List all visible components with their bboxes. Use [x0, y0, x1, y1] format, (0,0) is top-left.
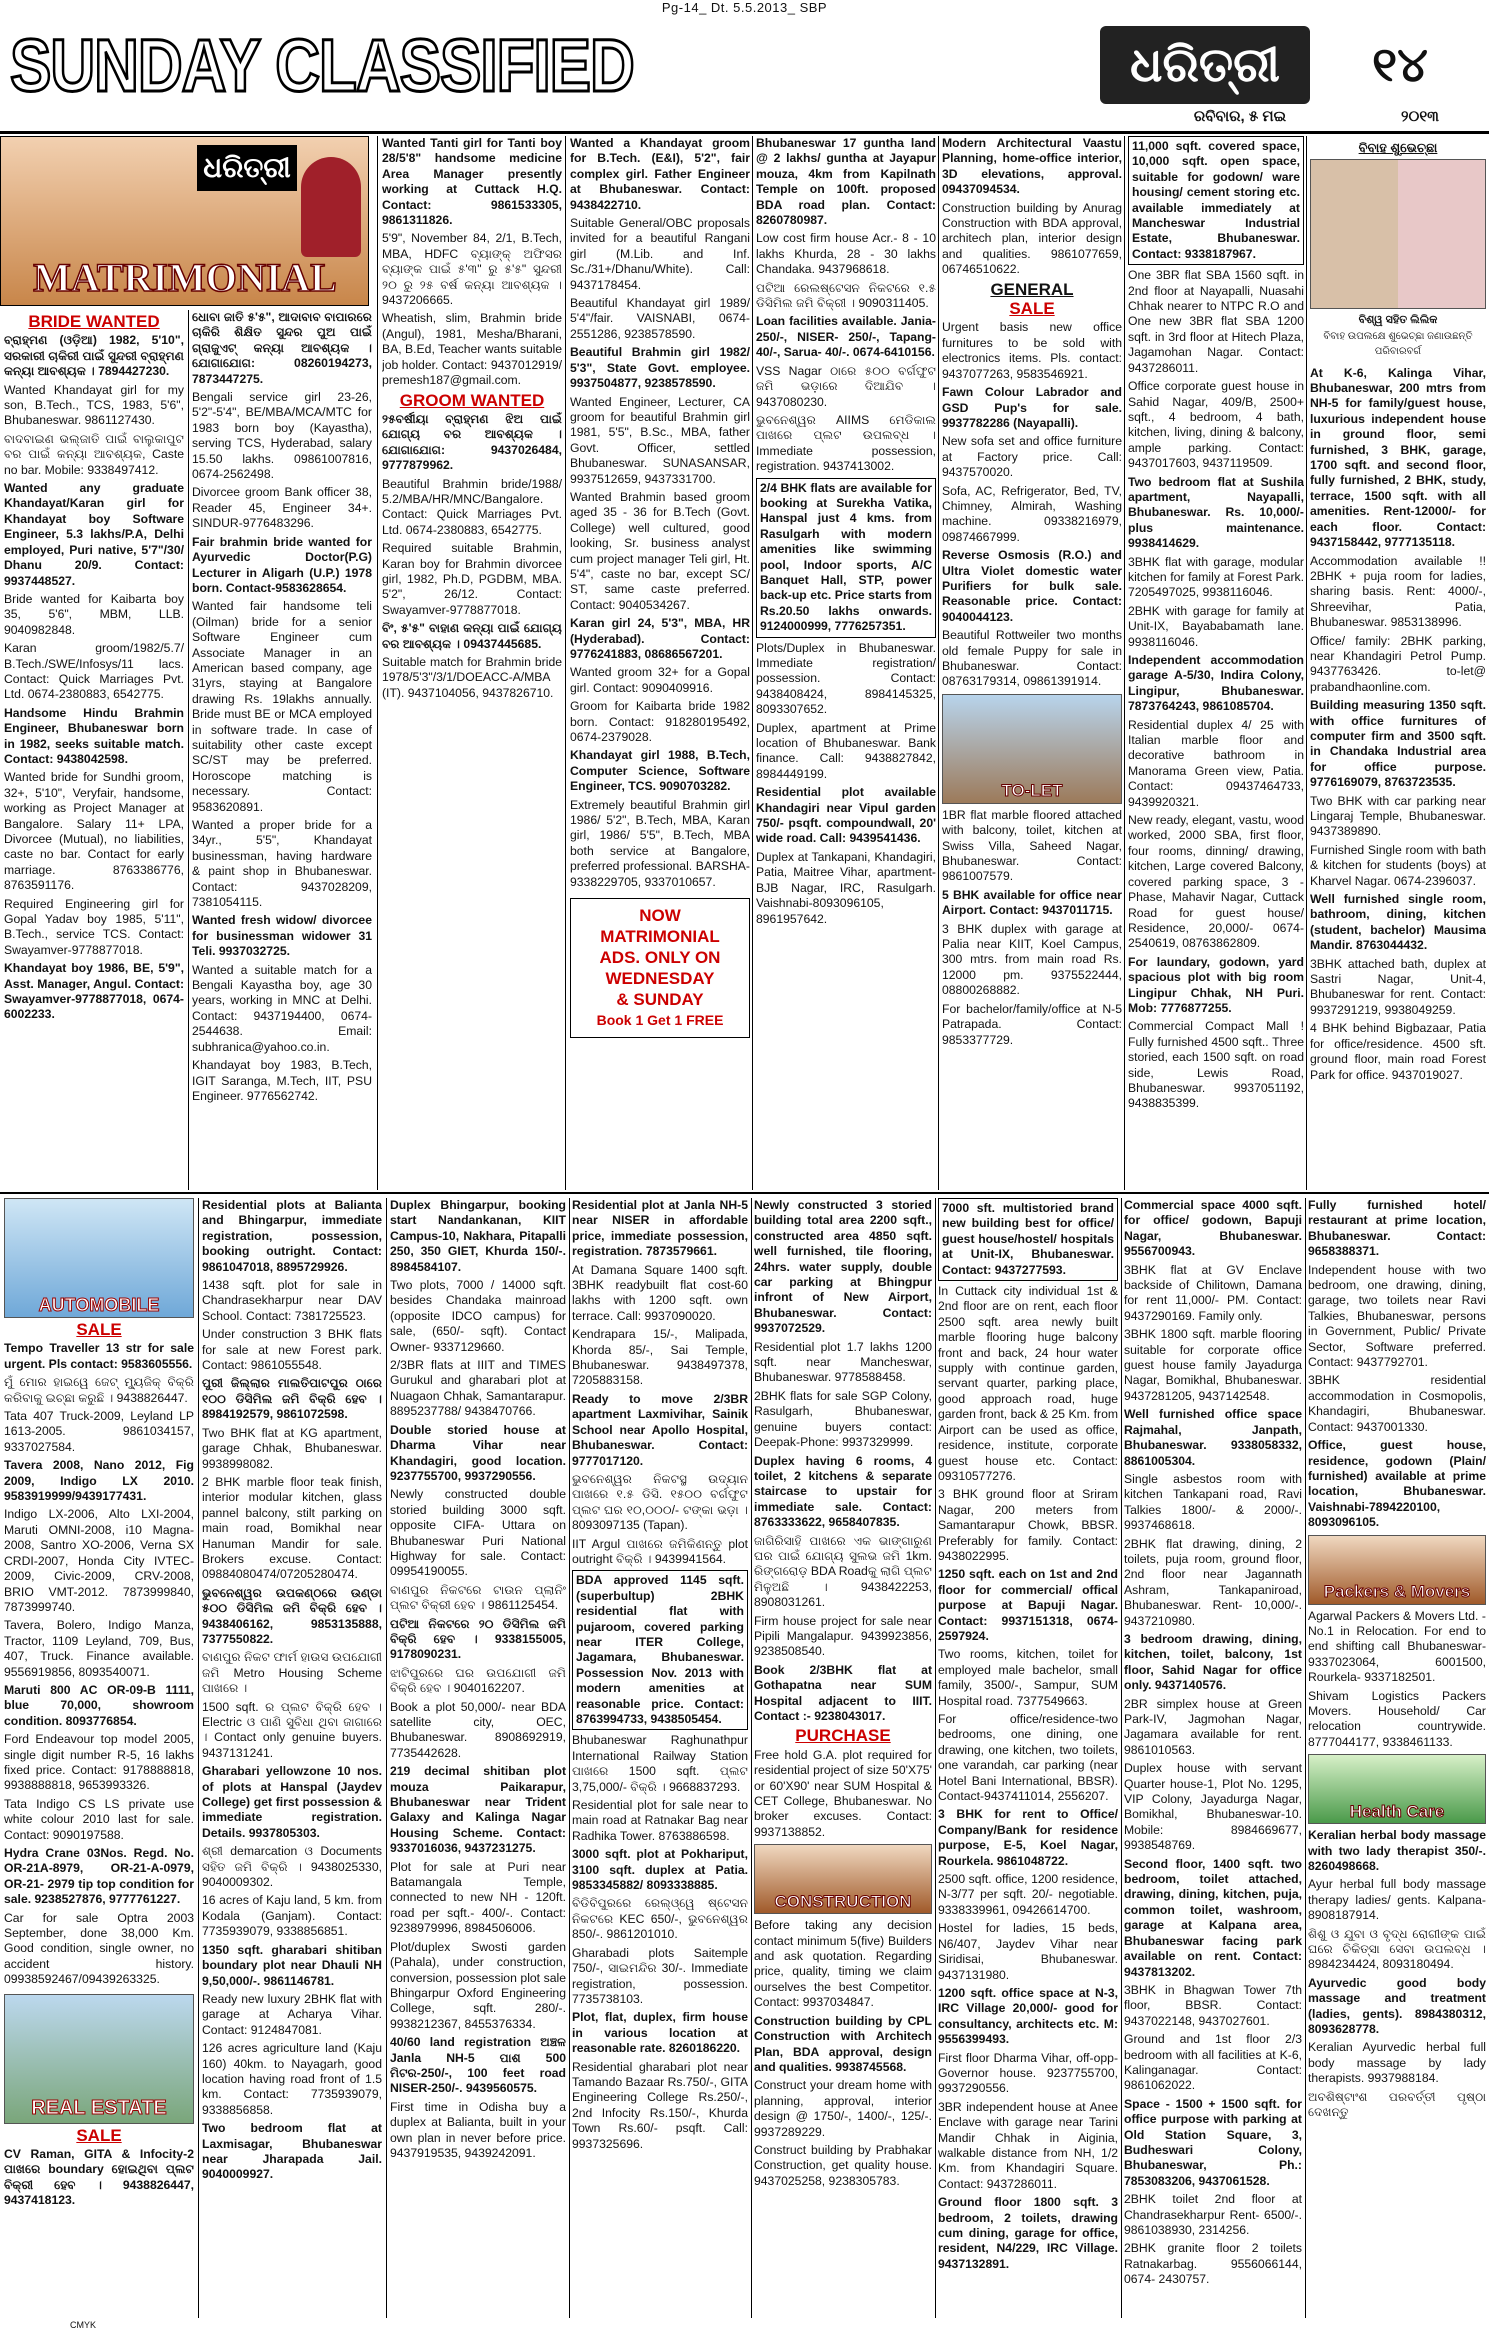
classified-ad: Office, guest house, residence, godown (Plain/ furnished) available at prime location, Bhubaneswar. Vaishnabi-7894220100, 8093096105.	[1308, 1438, 1486, 1530]
classified-ad: 2BR simplex house at Green Park-IV, Jagmohan Nagar, Jagamara available for rent. 9861010563.	[1124, 1696, 1302, 1757]
packers-image	[1308, 1535, 1486, 1605]
classified-ad: Commercial space 4000 sqft. for office/ godown, Bapuji Nagar, Bhubaneswar. 9556700943.	[1124, 1198, 1302, 1259]
classified-ad: Agarwal Packers & Movers Ltd. - No.1 in Relocation. For end to end shifting call Bhubaneswar- 9337023064, 6001500, Rourkela- 9337182501.	[1308, 1608, 1486, 1685]
classified-ad: Beautiful Brahmin girl 1982/ 5'3", State Govt. employee. 9937504877, 9238578590.	[570, 345, 750, 391]
classified-ad: At Damana Square 1400 sqft. 3BHK readybuilt flat cost-60 lakhs with 1200 sqft. own terrace. Call: 9937090020.	[572, 1262, 748, 1323]
classified-ad: 3BHK flat with garage, modular kitchen for family at Forest Park. 7205497025, 9938116046.	[1128, 554, 1304, 600]
column-rule	[1305, 1198, 1306, 2318]
promo-line: ADS. ONLY ON	[599, 948, 721, 968]
classified-ad: ବିଡିବିପୁରରେ ରେଲ୍‌ଓ୍ୱେ ଷ୍ଟେସନ ନିକଟରେ KEC 650/-, ଭୁବନେଶ୍ୱର 850/-. 9861201010.	[572, 1896, 748, 1942]
real-estate-heading: REAL ESTATE	[31, 2097, 167, 2120]
ad-list	[756, 136, 936, 927]
classified-ad: Wanted any graduate Khandayat/Karan girl for Khandayat boy Software Engineer, 5.3 lakhs/P.A, Delhi employed, Puri native, 5'7"/30/ Dhanu 20/9. Contact: 9937448527.	[4, 481, 184, 588]
classified-ad: ମୁଁ ମୋର ହାଇୱେ ଜେଟ୍ ମ୍ୟୁଜିକ୍ ବିକ୍ରି କରିବାକୁ ଇଚ୍ଛା କରୁଛି । 9438826447.	[4, 1375, 194, 1405]
classified-ad: Duplex having 6 rooms, 4 toilet, 2 kitchens & separate staircase to upstair for immediate sale. Contact: 8763333622, 9658407835.	[754, 1453, 932, 1530]
classified-ad: 2 BHK marble floor teak finish, interior modular kitchen, glass pannel balcony, stilt parking on main road, Bomikhal near Hanuman Mandir for sale. Brokers excuse. Contact: 09884080474/07205280474.	[202, 1474, 382, 1582]
wedding-greeting-heading: ବିବାହ ଶୁଭେଚ୍ଛା	[1358, 140, 1438, 155]
classified-ad: 219 decimal shitiban plot mouza Paikarapur, Bhubaneswar near Trident Galaxy and Kalinga Nagar Housing Scheme. Contact: 9337016036, 9437231275.	[390, 1764, 566, 1856]
classified-ad: One 3BR flat SBA 1560 sqft. in 2nd floor at Nayapalli, Nuasahi Chhak nearer to NTPC R.O and One new 3BR flat SBA 1200 sqft. in 3rd floor at Hitech Plaza, Jagamohan Nagar. Contact: 9437286011.	[1128, 268, 1304, 375]
classified-ad: Fawn Colour Labrador and GSD Pup's for sale. 9937782286 (Nayapalli).	[942, 385, 1122, 430]
real-estate-image	[4, 1994, 194, 2124]
classified-ad: Independent house with two bedroom, one drawing, dining, garage, two toilets near Ravi Talkies, Bhubaneswar, persons in Government, Public/ Private Sector, Software preferred. Contact: 9437792701.	[1308, 1262, 1486, 1370]
classified-ad: 2BHK flat drawing, dining, 2 toilets, puja room, ground floor, 2nd floor near Jagannath Ashram, Tankapaniroad, Bhubaneswar. Rent- 10,000/-. 9437210980.	[1124, 1536, 1302, 1628]
classified-ad: Gharabari yellowzone 10 nos. of plots at Hanspal (Jaydev College) get first possession & immediate registration. Details. 9937805303.	[202, 1764, 382, 1840]
classified-ad: ଭୁବନେଶ୍ୱର ନିକଟସ୍ଥ ଉଦ୍ୟାନ ପାଖରେ ୧.୫ ଡିସି. ୧୫୦୦ ବର୍ଗଫୁଟ ପ୍ଲଟ ଘର ୧୦,୦୦୦/- ଟଙ୍କା ଭଡ଼ା । 8093097135 (Tapan).	[572, 1471, 748, 1533]
classified-ad: 3BHK attached bath, duplex at Sastri Nagar, Unit-4, Bhubaneswar for rent. Contact: 9937291219, 9938049259.	[1310, 956, 1486, 1017]
classified-ad: ବାଦବାଇଣ ଭଲ୍‌ଜାତି ପାଇଁ ବାଲୁକାପୁଟ ବର ପାଇଁ କନ୍ୟା ଆବଶ୍ୟକ, Caste no bar. Mobile: 9338497412.	[4, 431, 184, 477]
classified-ad: Ready to move 2/3BR apartment Laxmivihar, Sainik School near Apollo Hospital, Bhubaneswar. Contact: 9777017120.	[572, 1391, 748, 1468]
to-let-image	[942, 694, 1122, 804]
ad-list	[4, 333, 184, 1022]
wedding-photo	[1310, 159, 1486, 309]
classified-ad: Wanted Khandayat girl for my son, B.Tech., TCS, 1983, 5'6", Bhubaneswar. 9861127430.	[4, 382, 184, 428]
classified-ad: 5'9", November 84, 2/1, B.Tech, MBA, HDFC ବ୍ୟାଙ୍କ୍ ଅଫିସର ବ୍ୟାଙ୍କ ପାଇଁ ୫'୩" ରୁ ୫'୫" ସୁନ୍ଦରୀ ୨୦ ରୁ ୨୫ ବର୍ଷ କନ୍ୟା ଆବଶ୍ୟକ । 9437206665.	[382, 231, 562, 308]
column-to-let-2	[1310, 136, 1486, 1190]
classified-ad: 16 acres of Kaju land, 5 km. from Kodala (Ganjam). Contact: 7735939079, 9338856851.	[202, 1893, 382, 1939]
column-purchase-construction	[754, 1198, 932, 2318]
classified-ad: Residential plots at Balianta and Bhingarpur, immediate registration, possession, booking outright. Contact: 9861047018, 8895729926.	[202, 1198, 382, 1274]
promo-line: Book 1 Get 1 FREE	[596, 1012, 724, 1029]
classified-ad: Construction building by CPL Construction with Architech Plan, BDA approval, design and qualities. 9938745568.	[754, 2013, 932, 2074]
automobile-heading: AUTOMOBILE	[38, 1294, 160, 1315]
classified-ad: Residential plot at Janla NH-5 near NISER in affordable price, immediate possession, registration. 7873579661.	[572, 1198, 748, 1259]
classified-ad: For bachelor/family/office at N-5 Patrapada. Contact: 9853377729.	[942, 1001, 1122, 1047]
ad-list	[1128, 136, 1304, 1112]
matrimonial-logo: ଧରିତ୍ରୀ	[197, 145, 297, 191]
classified-ad: Building measuring 1350 sqft. with office furnitures of computer firm and 3500 sqft. in Chandaka Industrial area for office purpose. 9776169079, 8763723535.	[1310, 698, 1486, 790]
automobile-image	[4, 1198, 194, 1318]
classified-ad: Under construction 3 BHK flats for sale at new Forest park. Contact: 9861055548.	[202, 1327, 382, 1373]
classified-ad: Wanted groom 32+ for a Gopal girl. Contact: 9090409916.	[570, 665, 750, 695]
column-bride-wanted	[4, 310, 184, 1190]
ad-list	[4, 2147, 194, 2209]
matrimonial-promo	[570, 898, 750, 1038]
classified-ad: Construction building by Anurag Construction with BDA approval, architech plan, interior design and qualities. 9861077659, 06746510622.	[942, 200, 1122, 277]
classified-ad: Modern Architectural Vaastu Planning, home-office interior, 3D elevations, approval. 09437094534.	[942, 136, 1122, 197]
classified-ad: ପଟିଆ ରେଲଷ୍ଟେସନ ନିକଟରେ ୧.୫ ଡିସିମିଲ ଜମି ବିକ୍ରୀ । 9090311405.	[756, 280, 936, 311]
classified-ad: 2BHK granite floor 2 toilets Ratnakarbag. 9556066144, 0674- 2430757.	[1124, 2241, 1302, 2287]
classified-ad: Duplex, apartment at Prime location of Bhubaneswar. Bank finance. Call: 9438827842, 8984449199.	[756, 720, 936, 781]
promo-line: WEDNESDAY	[605, 969, 715, 989]
classified-ad: For laundary, godown, yard spacious plot with big room Lingipur Chhak, NH Puri. Mob: 7776877255.	[1128, 954, 1304, 1015]
classified-ad: Tavera 2008, Nano 2012, Fig 2009, Indigo LX 2010. 9583919999/9439177431.	[4, 1458, 194, 1504]
classified-ad: ଭୁବନେଶ୍ୱର ଉପକଣ୍ଠରେ ଉଣ୍ଡା ୫୦୦ ଡିସିମିଲ ଜମି ବିକ୍ରି ହେବ । 9438406162, 9853135888, 7377550822.	[202, 1585, 382, 1646]
classified-ad: Reverse Osmosis (R.O.) and Ultra Violet domestic water Purifiers for bulk sale. Reasonable price. Contact: 9040044123.	[942, 548, 1122, 624]
classified-ad: Wanted bride for Sundhi groom, 32+, 5'10", Veryfair, handsome, working as Project Manager at Bangalore. Salary 11+ LPA, Divorcee (Mutual), no liabilities, caste no bar. Contact for early marriage. 8763386776, 8763591176.	[4, 770, 184, 893]
classified-ad: Wanted Engineer, Lecturer, CA groom for beautiful Brahmin girl 1981, 5'5", B.Sc., MBA, father Govt. Officer, settled Bhubaneswar. SUNASANSAR, 9937512659, 9437331700.	[570, 394, 750, 486]
column-rule	[188, 310, 189, 1190]
classified-ad: Hydra Crane 03Nos. Regd. No. OR-21A-8979, OR-21-A-0979, OR-21- 2979 tip top condition for sale. 9238527876, 9777761227.	[4, 1846, 194, 1907]
column-rule	[377, 136, 378, 1190]
page-slug: Pg-14_ Dt. 5.5.2013_ SBP	[661, 0, 828, 15]
classified-ad: 3BR independent house at Anee Enclave with garage near Tarini Mandir Chhak in Aiginia, walkable distance from NH, 1/2 Km. from Khandagiri Square. Contact: 9437286011.	[938, 2099, 1118, 2191]
classified-ad: Residential duplex 4/ 25 with Italian marble floor and decorative bathroom in Manorama Green view, Patia. Contact: 09437464733, 9439920321.	[1128, 717, 1304, 809]
construction-heading: CONSTRUCTION	[774, 1891, 912, 1911]
classified-ad: Wheatish, slim, Brahmin bride (Angul), 1981, Mesha/Bharani, BA, B.Ed, Teacher wants suitable job holder. Contact: 9437012919/ premesh187@gmail.com.	[382, 311, 562, 388]
classified-ad: Gharabadi plots Saitemple 750/-, ସାଇମନ୍ଦିର 30/-. Immediate registration, possession. 7735738103.	[572, 1945, 748, 2006]
classified-ad: Wanted fresh widow/ divorcee for businessman widower 31 Teli. 9937032725.	[192, 913, 372, 959]
classified-ad: 4 BHK behind Bigbazaar, Patia for office/residence. 4500 sft. ground floor, main road Forest Park for office. 9437019027.	[1310, 1021, 1486, 1082]
ad-list	[942, 136, 1122, 1048]
classified-ad: Karan groom/1982/5.7/ B.Tech./SWE/Infosys/11 lacs. Contact: Quick Marriages Pvt. Ltd. 0674-2380883, 6542775.	[4, 641, 184, 702]
classified-ad: Ready new luxury 2BHK flat with garage at Acharya Vihar. Contact: 9124847081.	[202, 1991, 382, 2037]
classified-ad: 2BHK flats for sale SGP Colony, Rasulgarh, Bhubaneswar, genuine buyers contact: Deepak-Phone: 9937329999.	[754, 1388, 932, 1450]
classified-ad: Wanted a Khandayat groom for B.Tech. (E&I), 5'2", fair complex girl. Father Engineer at Bhubaneswar. Contact: 9438422710.	[570, 136, 750, 212]
classified-ad: Space - 1500 + 1500 sqft. for office purpose with parking at Old Station Square, 3, Budheswari Colony, Bhubaneswar, Ph.: 7853083206, 9437061528.	[1124, 2096, 1302, 2188]
classified-ad: Fully furnished hotel/ restaurant at prime location, Bhubaneswar. Contact: 9658388371.	[1308, 1198, 1486, 1259]
classified-ad: Two bedroom flat at Laxmisagar, Bhubaneswar near Jharapada Jail. 9040009927.	[202, 2121, 382, 2182]
classified-ad: Newly constructed double storied building 3000 sqft. opposite CIFA- Uttara on Bhubaneswar Puri National Highway for sale. Contact: 09954190055.	[390, 1487, 566, 1579]
classified-ad: ଅବଶିଷ୍ଟାଂଶ ପରବର୍ତ୍ତୀ ପୃଷ୍ଠା ଦେଖନ୍ତୁ	[1308, 2089, 1486, 2120]
classified-ad: Khandayat boy 1986, BE, 5'9", Asst. Manager, Angul. Contact: Swayamver-9778877018, 0674-6002233.	[4, 961, 184, 1022]
groom-wanted-heading: GROOM WANTED	[399, 390, 545, 410]
classified-ad: ଝାଟିପୁରରେ ଘର ଉପଯୋଗୀ ଜମି ବିକ୍ରି ହେବ । 9040162207.	[390, 1665, 566, 1696]
column-general-sale	[942, 136, 1122, 1190]
wedding-note: ବିବାହ ଉପଲକ୍ଷେ ଶୁଭେଚ୍ଛା ଜଣାଉଛନ୍ତି ପରିବାରବର୍ଗ	[1323, 330, 1473, 358]
classified-ad: Khandayat girl 1988, B.Tech, Computer Science, Software Engineer, TCS. 9090703282.	[570, 748, 750, 794]
classified-ad: ଶ୍ରୀ demarcation ଓ Documents ସହିତ ଜମି ବିକ୍ରି । 9438025330, 9040009302.	[202, 1844, 382, 1890]
classified-ad: Tempo Traveller 13 str for sale urgent. Pls contact: 9583605556.	[4, 1341, 194, 1371]
classified-ad: ଜାଗିରିସାହି ପାଖରେ ଏକ ଭାଙ୍ଗାରୁଣ ଘର ପାଇଁ ଯୋଗ୍ୟ ସୁଲଭ ଜମି 1km. ରିଙ୍ଗରୋଡ଼ BDA Roadକୁ ଲାଗି ପ୍ଲଟ ମିଳୁଅଛି । 9438422253, 8908031261.	[754, 1533, 932, 1610]
classified-ad: Suitable match for Brahmin bride 1978/5'3"/3/1/DOEACC-A/MBA (IT). 9437104056, 9437826710.	[382, 655, 562, 700]
general-heading: GENERAL	[990, 279, 1074, 299]
classified-ad: Residential gharabari plot near Tamando Bazaar Rs.750/-, GITA Engineering College Rs.250/-, 2nd Infocity Rs.150/-, Khurda Town Rs.60/- psqft. Call: 9937325696.	[572, 2059, 748, 2151]
classified-ad: Residential plot for sale near to main road at Ratnakar Bag near Radhika Tower. 8763886598.	[572, 1798, 748, 1843]
classified-ad: 11,000 sqft. covered space, 10,000 sqft. open space, suitable for godown/ ware housing/ cement storing etc. available immediately at Mancheswar Industrial Estate, Bhubaneswar. Contact: 9338187967.	[1128, 136, 1304, 265]
column-rule	[1306, 136, 1307, 1190]
classified-ad: 2500 sqft. office, 1200 residence, N-3/77 per sqft. 20/- negotiable. 9338339961, 09426614700.	[938, 1872, 1118, 1917]
classified-ad: Office corporate guest house in Sahid Nagar, 409/B, 2500+ sqft., 4 bedroom, 4 bath, kitchen, living, dining & balcony, ample parking. Contact: 9437017603, 9437119509.	[1128, 379, 1304, 471]
classified-ad: ୨୫ବର୍ଷୀୟା ବ୍ରାହ୍ମଣ ଝିଅ ପାଇଁ ଯୋଗ୍ୟ ବର ଆବଶ୍ୟକ । ଯୋଗାଯୋଗ: 9437026484, 9777879962.	[382, 411, 562, 473]
column-real-estate-2	[390, 1198, 566, 2318]
column-rule	[751, 1198, 752, 2318]
masthead	[0, 16, 1489, 134]
classified-ad: ଧୋବା ଜାତି ୫'୫", ଆଦାବାବ ବାପାରରେ ଚାକିରି ଶିକ୍ଷିତ ସୁନ୍ଦର ପୁଅ ପାଇଁ ଗ୍ରାଜୁଏଟ୍ କନ୍ୟା ଆବଶ୍ୟକ । ଯୋଗାଯୋଗ: 08260194273, 7873447275.	[192, 310, 372, 386]
classified-ad: Sofa, AC, Refrigerator, Bed, TV, Chimney, Almirah, Washing machine. 09338216979, 09874667999.	[942, 483, 1122, 544]
classified-ad: Ford Endeavour top model 2005, single digit number R-5, 16 lakhs fixed price. Contact: 9178888818, 9938888818, 9653993326.	[4, 1732, 194, 1793]
to-let-heading: TO-LET	[1001, 781, 1063, 801]
classified-ad: Bhubaneswar Raghunathpur International Railway Station ପାଖରେ 1500 sqft. ପ୍ଲଟ 3,75,000/- ବିକ୍ରି । 9668837293.	[572, 1733, 748, 1794]
classified-ad: 1250 sqft. each on 1st and 2nd floor for commercial/ offical purpose at Bapuji Nagar. Contact: 9937151318, 0674-2597924.	[938, 1567, 1118, 1643]
ad-list	[1124, 1198, 1302, 2288]
classified-ad: Divorcee groom Bank officer 38, Reader 45, Engineer 34+. SINDUR-9776483296.	[192, 485, 372, 531]
construction-image	[754, 1844, 932, 1914]
classified-ad: Two BHK flat at KG apartment, garage Chhak, Bhubaneswar. 9938998082.	[202, 1425, 382, 1471]
health-image	[1308, 1754, 1486, 1824]
column-matrimonial-3	[382, 136, 562, 1190]
classified-ad: Maruti 800 AC OR-09-B 1111, blue 70,000, showroom condition. 8093776854.	[4, 1682, 194, 1728]
classified-ad: Wanted Brahmin based groom aged 35 - 36 for B.Tech (Govt. College) well cultured, good looking, Sr. business analyst cum project manager Teli girl, Ht. 5'4", caste no bar, except SC/ ST, same caste preferred. Contact: 9040534267.	[570, 489, 750, 612]
classified-ad: Accommodation available !! 2BHK + puja room for ladies, sharing basis. Rent: 4000/-, Shreevihar, Patia, Bhubaneswar. 9853138996.	[1310, 553, 1486, 630]
ad-list	[570, 136, 750, 890]
classified-ad: For office/residence-two bedrooms, one dining, one drawing, one kitchen, two toilets, one varandah, car parking (near Hotel Bani International, BBSR). Contact-9437411014, 2556207.	[938, 1712, 1118, 1804]
newspaper-logo: ଧରିତ୍ରୀ	[1100, 26, 1310, 104]
classified-ad: Single asbestos room with kitchen Tankapani road, Ravi Talkies 1800/- & 2000/-. 9937468618.	[1124, 1471, 1302, 1533]
classified-ad: Construct your dream home with planning, approval, interior design @ 1750/-, 1400/-, 125/-. 9937289229.	[754, 2078, 932, 2139]
classified-ad: Book a plot 50,000/- near BDA satellite city, OEC, Bhubaneswar. 8908692919, 7735442628.	[390, 1699, 566, 1760]
ad-list	[1310, 366, 1486, 1083]
classified-ad: BDA approved 1145 sqft. (superbultup) 2BHK residential flat with pujaroom, covered parking near ITER College, Jagamara, Bhubaneswar. Possession Nov. 2013 with modern amenities at reasonable price. Contact: 8763994733, 9438505454.	[572, 1570, 748, 1730]
classified-ad: Ayurvedic good body massage and treatment (ladies, gents). 8984380312, 8093628778.	[1308, 1975, 1486, 2037]
classified-ad: 3 BHK for rent to Office/ Company/Bank for residence purpose, E-5, Koel Nagar, Rourkela. 9861048722.	[938, 1807, 1118, 1868]
ad-list	[572, 1198, 748, 2152]
classified-ad: Extremely beautiful Brahmin girl 1986/ 5'2", B.Tech, MBA, Karan girl, 1986/ 5'5", B.Tech, MBA both service at Bangalore, preferred professional. BARSHA-9338229705, 9337010657.	[570, 797, 750, 889]
color-mark: CMYK	[70, 2320, 97, 2330]
matrimonial-banner	[0, 136, 369, 306]
date-line: ରବିବାର, ୫ ମଇ	[1193, 108, 1287, 125]
ad-list	[754, 1198, 932, 2189]
classified-ad: Two plots, 7000 / 14000 sqft. besides Chandaka mainroad (opposite IDCO campus) for sale, (650/- sqft). Contact Owner- 9337129660.	[390, 1278, 566, 1354]
classified-ad: 1200 sqft. office space at N-3, IRC Village 20,000/- good for consultancy, architects etc. M: 9556399493.	[938, 1985, 1118, 2047]
matrimonial-heading: MATRIMONIAL	[33, 255, 337, 300]
promo-line: MATRIMONIAL	[600, 927, 720, 947]
classified-ad: Tata Indigo CS LS private use white colour 2010 last for sale. Contact: 9090197588.	[4, 1796, 194, 1842]
classified-ad: 3 BHK duplex with garage at Palia near KIIT, Koel Campus, 300 mtrs. from main road Rs. 12000 pm. 9375522444, 08800268882.	[942, 921, 1122, 998]
classified-ad: Kendrapara 15/-, Malipada, Khorda 85/-, Sai Temple, Bhubaneswar. 9438497378, 7205883158.	[572, 1327, 748, 1388]
page-divider	[0, 1192, 1489, 1194]
classified-ad: 1438 sqft. plot for sale in Chandrasekharpur near DAV School. Contact: 7381725523.	[202, 1278, 382, 1323]
classified-ad: Indigo LX-2006, Alto LXI-2004, Maruti OMNI-2008, i10 Magna-2008, Santro XO-2006, Verna SX CRDI-2007, Honda City IVTEC-2009, Civic-2009, CRV-2008, BRIO VMT-2012. 7873999840, 7873999740.	[4, 1507, 194, 1614]
classified-ad: Double storied house at Dharma Vihar near Khandagiri, good location. 9237755700, 9937290556.	[390, 1422, 566, 1483]
classified-ad: ବାଣପୁର ନିକଟ ଫାର୍ମ ହାଉସ ଉପଯୋଗୀ ଜମି Metro Housing Scheme ପାଖରେ ।	[202, 1650, 382, 1696]
ad-list	[1308, 1198, 1486, 2121]
classified-ad: Wanted a proper bride for a 34yr., 5'5", Khandayat businessman, having hardware & paint shop in Bhubaneswar. Contact: 9437028209, 7381054115.	[192, 818, 372, 910]
classified-ad: Two rooms, kitchen, toilet for employed male bachelor, small family, 3500/-, Sampur, SUM Hospital road. 7377549663.	[938, 1647, 1118, 1708]
classified-ad: Well furnished office space Rajmahal, Janpath, Bhubaneswar. 9338058332, 8861005304.	[1124, 1407, 1302, 1468]
classified-ad: Well furnished single room, bathroom, dining, kitchen (student, bachelor) Mausima Mandir. 8763044432.	[1310, 892, 1486, 953]
re-sale-heading: SALE	[76, 2125, 122, 2145]
classified-ad: Wanted Tanti girl for Tanti boy 28/5'8" handsome medicine Area Manager presently working at Cuttack H.Q. Contact: 9861533305, 9861311826.	[382, 136, 562, 228]
classified-ad: In Cuttack city individual 1st & 2nd floor are on rent, each floor 2500 sqft. area newly built marble flooring huge balcony front and back, 24 hour water supply with continue garden, servant quarter, parking place, good approach road, huge garden front, back & 25 Km. from Airport can be used as office, residence, institute, corporate guest house etc. Contact: 09310577276.	[938, 1284, 1118, 1483]
classified-ad: Free hold G.A. plot required for residential project of size 50'X75' or 60'X90' near SUM Hospital & CET College, Bhubaneswar. No broker excuses. Contact: 9937138852.	[754, 1747, 932, 1839]
classified-ad: 3BHK 1800 sqft. marble flooring suitable for corporate office guest house family Jayadurga Nagar, Bomikhal, Bhubaneswar. 9437281205, 9437142548.	[1124, 1327, 1302, 1403]
classified-ad: Beautiful Rottweiler two months old female Puppy for sale in Bhubaneswar. Contact: 08763179314, 09861391914.	[942, 628, 1122, 689]
classified-ad: 40/60 land registration ଅଞ୍ଚଳ Janla NH-5 ପାଶ 500 ମିଟର-250/-, 100 feet road NISER-250/-. 9439560575.	[390, 2035, 566, 2096]
ad-list	[390, 1198, 566, 2161]
classified-ad: Furnished Single room with bath & kitchen for students (boys) at Kharvel Nagar. 0674-2396037.	[1310, 842, 1486, 888]
column-matrimonial-4	[570, 136, 750, 1190]
bride-image	[301, 157, 361, 257]
classified-ad: Tavera, Bolero, Indigo Manza, Tractor, 1109 Leyland, 709, Bus, 407, Truck. Finance available. 9556919856, 8093540071.	[4, 1618, 194, 1679]
ad-list	[382, 136, 562, 701]
classified-ad: Beautiful Brahmin bride/1988/ 5.2/MBA/HR/MNC/Bangalore. Contact: Quick Marriages Pvt. Ltd. 0674-2380883, 6542775.	[382, 476, 562, 537]
classified-ad: Book 2/3BHK flat at Gothapatna near SUM Hospital adjacent to IIIT. Contact :- 9238043017.	[754, 1662, 932, 1723]
classified-ad: ବ୍ରାହ୍ମଣ (ଓଡ଼ିଆ) 1982, 5'10", ସରକାରୀ ଚାକିରୀ ପାଇଁ ସୁନ୍ଦରୀ ବ୍ରାହ୍ମଣ କନ୍ୟା ଆବଶ୍ୟକ । 7894427230.	[4, 333, 184, 379]
classified-ad: 2/3BR flats at IIIT and TIMES Gurukul and gharabari plot at Nuagaon Chhak, Samantarapur. 8895237788/ 9438470766.	[390, 1358, 566, 1419]
classified-ad: Two bedroom flat at Sushila apartment, Nayapalli, Bhubaneswar. Rs. 10,000/- plus maintenance. 9938414629.	[1128, 474, 1304, 551]
classified-ad: Ground floor 1800 sqft. 3 bedroom, 2 toilets, drawing cum dining, garage for office, resident, N4/229, IRC Village. 9437132891.	[938, 2195, 1118, 2271]
classified-ad: Newly constructed 3 storied building total area 2200 sqft., constructed area 4850 sqft. well furnished, tile flooring, 24hrs. water supply, double car parking at Bhingpur infront of New Airport, Bhubaneswar. Contact: 9937072529.	[754, 1198, 932, 1336]
classified-ad: Keralian Ayurvedic herbal full body massage by lady therapists. 9937988184.	[1308, 2040, 1486, 2086]
classified-ad: Suitable General/OBC proposals invited for a beautiful Rangani girl (M.Lib. and Inf. Sc./31+/Dhanu/White). Call: 9437178454.	[570, 216, 750, 292]
classified-ad: Wanted fair handsome teli (Oilman) bride for a senior Software Engineer cum Associate Manager in an American based company, age 31yrs, staying at Bangalore drawing Rs. 19lakhs annually. Bride must BE or MCA employed in software trade. In case of suitability other caste except SC/ST may be preferred. Horoscope matching is necessary. Contact: 9583620891.	[192, 599, 372, 814]
purchase-heading: PURCHASE	[795, 1726, 891, 1746]
classified-ad: ଭୁବନେଶ୍ୱର AIIMS ମେଡିକାଲ ପାଖରେ ପ୍ଲଟ ଉପଲବ୍ଧ । Immediate possession, registration. 9437413002.	[756, 412, 936, 474]
promo-line: & SUNDAY	[616, 990, 704, 1010]
classified-ad: Groom for Kaibarta bride 1982 born. Contact: 918280195492, 0674-2379028.	[570, 699, 750, 745]
classified-ad: Khandayat boy 1983, B.Tech, IGIT Saranga, M.Tech, IIT, PSU Engineer. 9776562742.	[192, 1058, 372, 1103]
column-rule	[938, 136, 939, 1190]
column-to-let-bottom-2	[1124, 1198, 1302, 2318]
classified-ad: Shivam Logistics Packers Movers. Household/ Car relocation countrywide. 8777044177, 9338461133.	[1308, 1688, 1486, 1749]
classified-ad: New sofa set and office furniture at Factory price. Call: 9437570020.	[942, 434, 1122, 480]
classified-ad: 2BHK with garage for family at Unit-IX, Bayababamath lane. 9938116046.	[1128, 603, 1304, 649]
wedding-names: ବିଶ୍ୱ ସହିତ ଲିଲିକ	[1358, 314, 1438, 327]
column-real-estate-1	[202, 1198, 382, 2318]
classified-ad: Fair brahmin bride wanted for Ayurvedic Doctor(P.G) Lecturer in Aligarh (U.P.) 1978 born. Contact-9583628654.	[192, 534, 372, 595]
classified-ad: First time in Odisha buy a duplex at Balianta, built in your own plan in never before price. 9437919535, 9439242091.	[390, 2099, 566, 2160]
classified-ad: 5 BHK available for office near Airport. Contact: 9437011715.	[942, 887, 1122, 918]
classified-ad: Office/ family: 2BHK parking, near Khandagiri Petrol Pump. 9437763426. to-let@ prabandhaonline.com.	[1310, 633, 1486, 694]
classified-ad: Karan girl 24, 5'3", MBA, HR (Hyderabad). Contact: 9776241883, 08686567201.	[570, 616, 750, 661]
classified-ad: Handsome Hindu Brahmin Engineer, Bhubaneswar born in 1982, seeks suitable match. Contact: 9438042598.	[4, 705, 184, 766]
page-number: ୧୪	[1372, 37, 1428, 93]
column-real-estate-top	[756, 136, 936, 1190]
classified-ad: Duplex house with servant Quarter house-1, Plot No. 1295, VIP Colony, Jayadurga Nagar, Bomikhal, Bhubaneswar-10. Mobile: 8984669677, 9938548769.	[1124, 1761, 1302, 1853]
classified-ad: CV Raman, GITA & Infocity-2 ପାଖରେ boundary ହୋଇଥିବା ପ୍ଲଟ ବିକ୍ରୀ ହେବ । 9438826447, 9437418123.	[4, 2147, 194, 2208]
classified-ad: At K-6, Kalinga Vihar, Bhubaneswar, 200 mtrs from NH-5 for family/guest house, luxurious independent house in ground floor, semi furnished, 3 BHK, garage, 1700 sqft. and second floor, fully furnished, 2 BHK, study, terrace, 1500 sqft. with all amenities. Rent-12000/- for each floor. Contact: 9437158442, 9777135118.	[1310, 365, 1486, 550]
classified-ad: 2BHK toilet 2nd floor at Chandrasekharpur Rent- 6500/-. 9861038930, 2314256.	[1124, 2192, 1302, 2237]
promo-line: NOW	[639, 906, 681, 926]
classified-ad: Plot for sale at Puri near Batamangala Temple, connected to new NH - 120ft. road per sqft.- 400/-. Contact: 9238979996, 8984506006.	[390, 1859, 566, 1936]
classified-ad: ପଟିଆ ନିକଟରେ ୨୦ ଡିସିମିଲ ଜମି ବିକ୍ରି ହେବ । 9338155005, 9178090231.	[390, 1616, 566, 1662]
classified-ad: Plot, flat, duplex, firm house in various location at reasonable rate. 8260186220.	[572, 2010, 748, 2056]
column-rule	[1124, 136, 1125, 1190]
classified-ad: 3000 sqft. plot at Pokhariput, 3100 sqft. duplex at Patia. 9853345882/ 8093338885.	[572, 1847, 748, 1893]
bride-wanted-heading: BRIDE WANTED	[28, 312, 160, 331]
classified-ad: Construct building by Prabhakar Construction, get quality house. 9437025258, 9238305783.	[754, 2142, 932, 2188]
classified-ad: 1500 sqft. ର ପ୍ଲଟ ବିକ୍ରି ହେବ । Electric ଓ ପାଣି ସୁବିଧା ଥିବା ଜାଗାରେ । Contact only genuine buyers. 9437131241.	[202, 1699, 382, 1760]
classified-ad: 3BHK in Bhagwan Tower 7th floor, BBSR. Contact: 9437022148, 9437027601.	[1124, 1982, 1302, 2028]
classified-ad: 7000 sft. multistoried brand new building best for office/ guest house/hostel/ hospitals at Unit-IX, Bhubaneswar. Contact: 9437277593.	[938, 1198, 1118, 1281]
classified-ad: Tata 407 Truck-2009, Leyland LP 1613-2005. 9861034157, 9337027584.	[4, 1409, 194, 1454]
classified-ad: 1350 sqft. gharabari shitiban boundary plot near Dhauli NH 9,50,000/-. 9861146781.	[202, 1942, 382, 1988]
classified-ad: New ready, elegant, vastu, wood worked, 2000 SBA, first floor, four rooms, dinning/ drawing, kitchen, Large covered Balcony, covered parking space, 3 - Phase, Mahavir Nagar, Cuttack Road for guest house/ Residence, 20,000/- 0674-2540619, 08763862809.	[1128, 813, 1304, 951]
ad-list	[202, 1198, 382, 2183]
packers-heading: Packers & Movers	[1323, 1582, 1471, 1602]
classified-ad: Loan facilities available. Jania- 250/-, NISER- 250/-, Tapang- 40/-, Sarua- 40/-. 0674-6410156.	[756, 314, 936, 360]
ad-list	[938, 1198, 1118, 2272]
classified-ad: 3 bedroom drawing, dining, kitchen, toilet, balcony, 1st floor, Sahid Nagar for office only. 9437140576.	[1124, 1631, 1302, 1693]
classified-ad: 126 acres agriculture land (Kaju 160) 40km. to Nayagarh, good location having road front of 1.5 km. Contact: 7735939079, 9338856858.	[202, 2041, 382, 2117]
classified-ad: Hostel for ladies, 15 beds, N6/407, Jaydev Vihar near Siridisai, Bhubaneswar. 9437131980.	[938, 1921, 1118, 1982]
column-to-let-bottom	[938, 1198, 1118, 2318]
column-rule	[386, 1198, 387, 2318]
column-to-let	[1128, 136, 1304, 1190]
classified-ad: Firm house project for sale near Pipili Mangalapur. 9439923856, 9238508540.	[754, 1613, 932, 1659]
section-title: SUNDAY CLASSIFIED	[10, 25, 634, 109]
classified-ad: Urgent basis new office furnitures to be sold with electronics items. Pls. contact: 9437077263, 9583546921.	[942, 320, 1122, 381]
column-rule	[565, 136, 566, 1190]
ad-list	[4, 1341, 194, 1987]
column-rule	[1121, 1198, 1122, 2318]
classified-ad: Required Engineering girl for Gopal Yadav boy 1985, 5'11", B.Tech., service TCS. Contact: Swayamver-9778877018.	[4, 896, 184, 957]
classified-ad: Ground and 1st floor 2/3 bedroom with all facilities at K-6, Kalinganagar. Contact: 9861062022.	[1124, 2032, 1302, 2093]
column-automobile	[4, 1198, 194, 2318]
classified-ad: Second floor, 1400 sqft. two bedroom, toilet attached, drawing, dining, kitchen, puja, common toilet, washroom, garage at Kalpana area, Bhubaneswar facing park available on rent. Contact: 9437813202.	[1124, 1856, 1302, 1979]
classified-ad: First floor Dharma Vihar, off-opp-Governor house. 9237755700, 9937290556.	[938, 2050, 1118, 2096]
classified-ad: Independent accommodation garage A-5/30, Indira Colony, Lingipur, Bhubaneswar. 7873764243, 9861085704.	[1128, 653, 1304, 714]
classified-ad: 3 BHK ground floor at Sriram Nagar, 200 meters from Samantarapur Chowk, BBSR. Preferably for family. Contact: 9438022995.	[938, 1487, 1118, 1563]
classified-ad: Duplex Bhingarpur, booking start Nandankanan, KIIT Campus-10, Nakhara, Pitapalli 250, 350 GIET, Khurda 150/-. 8984584107.	[390, 1198, 566, 1274]
column-rule	[935, 1198, 936, 2318]
column-rule	[569, 1198, 570, 2318]
classified-ad: Required suitable Brahmin, Karan boy for Brahmin divorcee girl, 1982, Ph.D, PGDBM, MBA. 5'2", 26/12. Contact: Swayamver-9778877018.	[382, 541, 562, 617]
health-heading: Health Care	[1349, 1801, 1445, 1821]
classified-ad: Plots/Duplex in Bhubaneswar. Immediate registration/ possession. Contact: 9438408424, 8984145325, 8093307652.	[756, 640, 936, 717]
classified-ad: Residential plot available Khandagiri near Vipul garden 750/- psqft. compoundwall, 20' wide road. Call: 9439541436.	[756, 785, 936, 846]
classified-ad: Car for sale Optra 2003 September, done 38,000 Km. Good condition, single owner, no accident history. 09938592467/09439263325.	[4, 1910, 194, 1987]
classified-ad: Bride wanted for Kaibarta boy 35, 5'6", MBM, LLB. 9040982848.	[4, 591, 184, 637]
classified-ad: Ayur herbal full body massage therapy ladies/ gents. Kalpana- 8908187914.	[1308, 1877, 1486, 1923]
classified-ad: IIT Argul ପାଖରେ ଜମିକିଣନ୍ତୁ plot outright ବିକ୍ରି । 9439941564.	[572, 1536, 748, 1566]
classified-ad: 3BHK residential accommodation in Cosmopolis, Khandagiri, Bhubaneswar. Contact: 9437001330.	[1308, 1373, 1486, 1434]
classified-ad: Bengali service girl 23-26, 5'2"-5'4", BE/MBA/MCA/MTC for 1983 born boy (Kayastha), serving TCS, Hyderabad, salary 15.50 lakhs. 09861007816, 0674-2562498.	[192, 390, 372, 482]
classified-ad: Keralian herbal body massage with two lady therapist 350/-. 8260498668.	[1308, 1828, 1486, 1873]
classified-ad: Plot/duplex Swosti garden (Pahala), under construction, conversion, possession plot sale Bhingarpur Oxford Engineering College, sqft. 280/-. 9938212367, 8455376334.	[390, 1939, 566, 2031]
classified-ad: Two BHK with car parking near Lingaraj Temple, Bhubaneswar. 9437389890.	[1310, 793, 1486, 839]
column-real-estate-3	[572, 1198, 748, 2318]
classified-ad: Residential plot 1.7 lakhs 1200 sqft. near Mancheswar, Bhubaneswar. 9778588458.	[754, 1339, 932, 1385]
column-services	[1308, 1198, 1486, 2318]
classified-ad: 3BHK flat at GV Enclave backside of Chilitown, Damana for rent 11,000/- PM. Contact: 9437290169. Family only.	[1124, 1262, 1302, 1323]
classified-ad: ବିଂ, ୫'୫" ବାହାଣ କନ୍ୟା ପାଇଁ ଯୋଗ୍ୟ ବର ଆବଶ୍ୟକ । 09437445685.	[382, 621, 562, 651]
classified-ad: VSS Nagar ଠାରେ ୫୦୦ ବର୍ଗଫୁଟ ଜମି ଭଡ଼ାରେ ଦିଆଯିବ । 9437080230.	[756, 363, 936, 409]
sale-heading: SALE	[1009, 299, 1055, 319]
auto-sale-heading: SALE	[76, 1320, 122, 1339]
classified-ad: 2/4 BHK flats are available for booking at Surekha Vatika, Hanspal just 4 kms. from Rasulgarh with modern amenities like swimming pool, Indoor sports, A/C Banquet Hall, STP, power back-up etc. Price starts from Rs.20.50 lakhs onwards. 9124000999, 7776257351.	[756, 478, 936, 638]
year-line: ୨୦୧୩	[1401, 108, 1439, 125]
column-rule	[752, 136, 753, 1190]
classified-ad: Duplex at Tankapani, Khandagiri, Patia, Maitree Vihar, apartment-BJB Nagar, IRC, Rasulgarh. Vaishnabi-8093096105, 8961957642.	[756, 849, 936, 926]
classified-ad: Beautiful Khandayat girl 1989/ 5'4"/fair. VAISNABI, 0674-2551286, 9238578590.	[570, 296, 750, 341]
ad-list	[192, 310, 372, 1104]
classified-ad: Wanted a suitable match for a Bengali Kayastha boy, age 30 years, working in MNC at Delhi. Contact: 9437194400, 0674-2544638. Email: subhranica@yahoo.co.in.	[192, 962, 372, 1054]
classified-ad: Bhubaneswar 17 guntha land @ 2 lakhs/ guntha at Jayapur mouza, 4km from Kapilnath Temple on 100ft. proposed BDA road plan. Contact: 8260780987.	[756, 136, 936, 228]
classified-ad: ପୁରୀ ଜିଲ୍ଲାର ମାଲତିପାଟପୁର ଠାରେ ୧୦୦ ଡିସିମିଲ ଜମି ବିକ୍ରି ହେବ । 8984192579, 9861072598.	[202, 1376, 382, 1422]
classified-ad: Commercial Compact Mall ! Fully furnished 4500 sqft.. Three storied, each 1500 sqft. on road side, Lewis Road, Bhubaneswar. 9937051192, 9438835399.	[1128, 1019, 1304, 1111]
classified-ad: Low cost firm house Acr.- 8 - 10 lakhs Khurda, 28 - 30 lakhs Chandaka. 9437968618.	[756, 231, 936, 277]
classified-ad: ବାଣପୁର ନିକଟରେ ଟାଉନ ପ୍ଲାନିଂ ପ୍ଲଟ ବିକ୍ରୀ ହେବ । 9861125454.	[390, 1582, 566, 1613]
column-rule	[198, 1198, 199, 2318]
classified-ad: ଶିଶୁ ଓ ଯୁବା ଓ ବୃଦ୍ଧ ରୋଗୀଙ୍କ ପାଇଁ ଘରେ ଚିକିତ୍ସା ସେବା ଉପଲବ୍ଧ । 8984234424, 8093180494.	[1308, 1926, 1486, 1972]
classified-ad: 1BR flat marble floored attached with balcony, toilet, kitchen at Swiss Villa, Saheed Nagar, Bhubaneswar. Contact: 9861007579.	[942, 807, 1122, 884]
column-matrimonial-2	[192, 310, 372, 1190]
classified-ad: Before taking any decision contact minimum 5(five) Builders and ask quotation. Regarding price, quality, timing we claim ourselves the best Competitor. Contact: 9937034847.	[754, 1918, 932, 2010]
